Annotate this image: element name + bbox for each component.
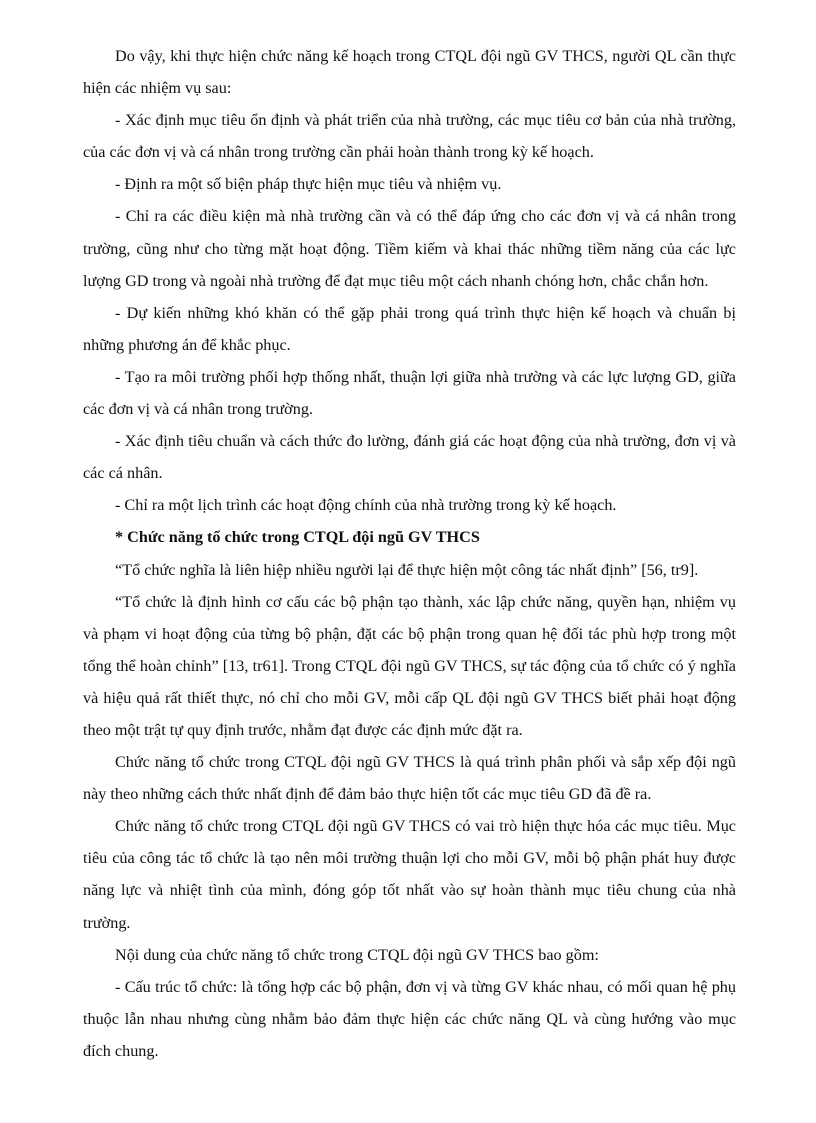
list-item-conditions: - Chỉ ra các điều kiện mà nhà trường cần và có thể đáp ứng cho các đơn vị và cá nhân trong trường, cũng như cho từng mặt hoạt động. Tiềm kiếm và khai thác những tiềm năng của các lực lượng GD trong và ngoài nhà trường để đạt mục tiêu một cách nhanh chóng hơn, chắc chắn hơn. [83,207,736,290]
document-body [83,40,736,1067]
paragraph-content-intro: Nội dung của chức năng tổ chức trong CTQL đội ngũ GV THCS bao gồm: [115,945,599,964]
list-item-schedule: - Chỉ ra một lịch trình các hoạt động chính của nhà trường trong kỳ kế hoạch. [115,496,617,515]
list-item-environment: - Tạo ra môi trường phối hợp thống nhất, thuận lợi giữa nhà trường và các lực lượng GD, giữa các đơn vị và cá nhân trong trường. [83,367,736,419]
list-item-measures: - Định ra một số biện pháp thực hiện mục tiêu và nhiệm vụ. [115,175,502,194]
paragraph-quote-structure: “Tổ chức là định hình cơ cấu các bộ phận tạo thành, xác lập chức năng, quyền hạn, nhiệm vụ và phạm vi hoạt động của từng bộ phận, đặt các bộ phận trong quan hệ đối tác phù hợp trong một tổng thể hoàn chỉnh” [13, tr61]. Trong CTQL đội ngũ GV THCS, sự tác động của tổ chức có ý nghĩa và hiệu quả rất thiết thực, nó chỉ cho mỗi GV, mỗi cấp QL đội ngũ GV THCS biết phải hoạt động theo một trật tự quy định trước, nhằm đạt được các định mức đặt ra. [83,592,736,739]
list-item-difficulties: - Dự kiến những khó khăn có thể gặp phải trong quá trình thực hiện kế hoạch và chuẩn bị những phương án để khắc phục. [83,303,736,354]
paragraph-organization-role: Chức năng tổ chức trong CTQL đội ngũ GV THCS có vai trò hiện thực hóa các mục tiêu. Mục tiêu của công tác tổ chức là tạo nên môi trường thuận lợi cho mỗi GV, mỗi bộ phận phát huy được năng lực và nhiệt tình của mình, đóng góp tốt nhất vào sự hoàn thành mục tiêu chung của nhà trường. [83,817,736,932]
paragraph-quote-definition: “Tổ chức nghĩa là liên hiệp nhiều người lại để thực hiện một công tác nhất định” [56, tr9]. [115,560,699,579]
paragraph-organization-process: Chức năng tổ chức trong CTQL đội ngũ GV THCS là quá trình phân phối và sắp xếp đội ngũ này theo những cách thức nhất định để đảm bảo thực hiện tốt các mục tiêu GD đã đề ra. [83,753,736,804]
section-heading: * Chức năng tổ chức trong CTQL đội ngũ GV THCS [115,528,480,547]
list-item-objectives: - Xác định mục tiêu ổn định và phát triển của nhà trường, các mục tiêu cơ bản của nhà trường, của các đơn vị và cá nhân trong trường cần phải hoàn thành trong kỳ kế hoạch. [83,111,736,162]
list-item-standards: - Xác định tiêu chuẩn và cách thức đo lường, đánh giá các hoạt động của nhà trường, đơn vị và các cá nhân. [83,432,736,483]
list-item-structure: - Cấu trúc tổ chức: là tổng hợp các bộ phận, đơn vị và từng GV khác nhau, có mối quan hệ phụ thuộc lẫn nhau nhưng cùng nhằm bảo đảm thực hiện các chức năng QL và cùng hướng vào mục đích chung. [83,977,736,1060]
paragraph-intro: Do vậy, khi thực hiện chức năng kế hoạch trong CTQL đội ngũ GV THCS, người QL cần thực hiện các nhiệm vụ sau: [83,47,736,98]
